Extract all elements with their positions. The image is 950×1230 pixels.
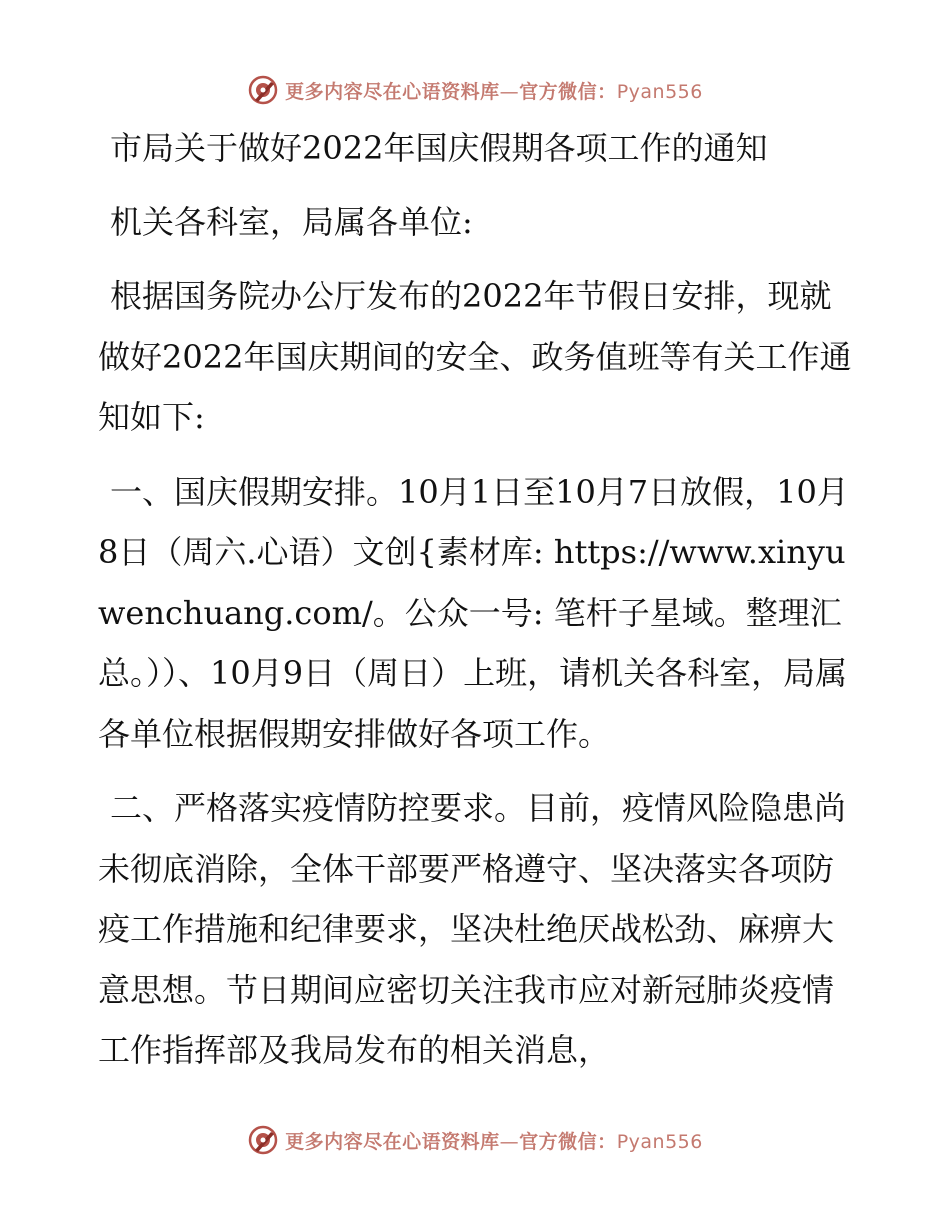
document-body	[98, 118, 858, 1081]
banner-text	[285, 1127, 703, 1154]
paragraph-holiday-arrangement: 一、国庆假期安排。10月1日至10月7日放假，10月8日（周六.心语）文创{素材库: https://www.xinyuwenchuang.com/。公众一号: 笔杆子星域。整理汇总。））、10月9日（周日）上班，请机关各科室，局属各单位根据假期安排做好各项工作。	[98, 472, 849, 753]
banner-dash: —	[499, 1130, 520, 1153]
paragraph-intro: 根据国务院办公厅发布的2022年节假日安排，现就做好2022年国庆期间的安全、政务值班等有关工作通知如下:	[98, 277, 852, 436]
banner-wechat-id: Pyan556	[616, 1130, 703, 1153]
pen-logo-icon	[247, 1124, 279, 1156]
banner-wechat-label: 官方微信：	[519, 1130, 617, 1153]
document-title: 市局关于做好2022年国庆假期各项工作的通知	[110, 129, 768, 167]
banner-site: 更多内容尽在心语资料库	[285, 1130, 500, 1153]
header-banner	[0, 70, 950, 110]
footer-banner	[0, 1120, 950, 1160]
salutation: 机关各科室，局属各单位:	[110, 203, 473, 241]
pen-logo-icon	[247, 74, 279, 106]
paragraph-epidemic-prevention: 二、严格落实疫情防控要求。目前，疫情风险隐患尚未彻底消除，全体干部要严格遵守、坚决落实各项防疫工作措施和纪律要求，坚决杜绝厌战松劲、麻痹大意思想。节日期间应密切关注我市应对新冠肺炎疫情工作指挥部及我局发布的相关消息，	[98, 789, 847, 1069]
banner-text	[285, 77, 703, 104]
banner-wechat-id: Pyan556	[616, 80, 703, 103]
banner-site: 更多内容尽在心语资料库	[285, 80, 500, 103]
banner-dash: —	[499, 80, 520, 103]
banner-wechat-label: 官方微信：	[519, 80, 617, 103]
